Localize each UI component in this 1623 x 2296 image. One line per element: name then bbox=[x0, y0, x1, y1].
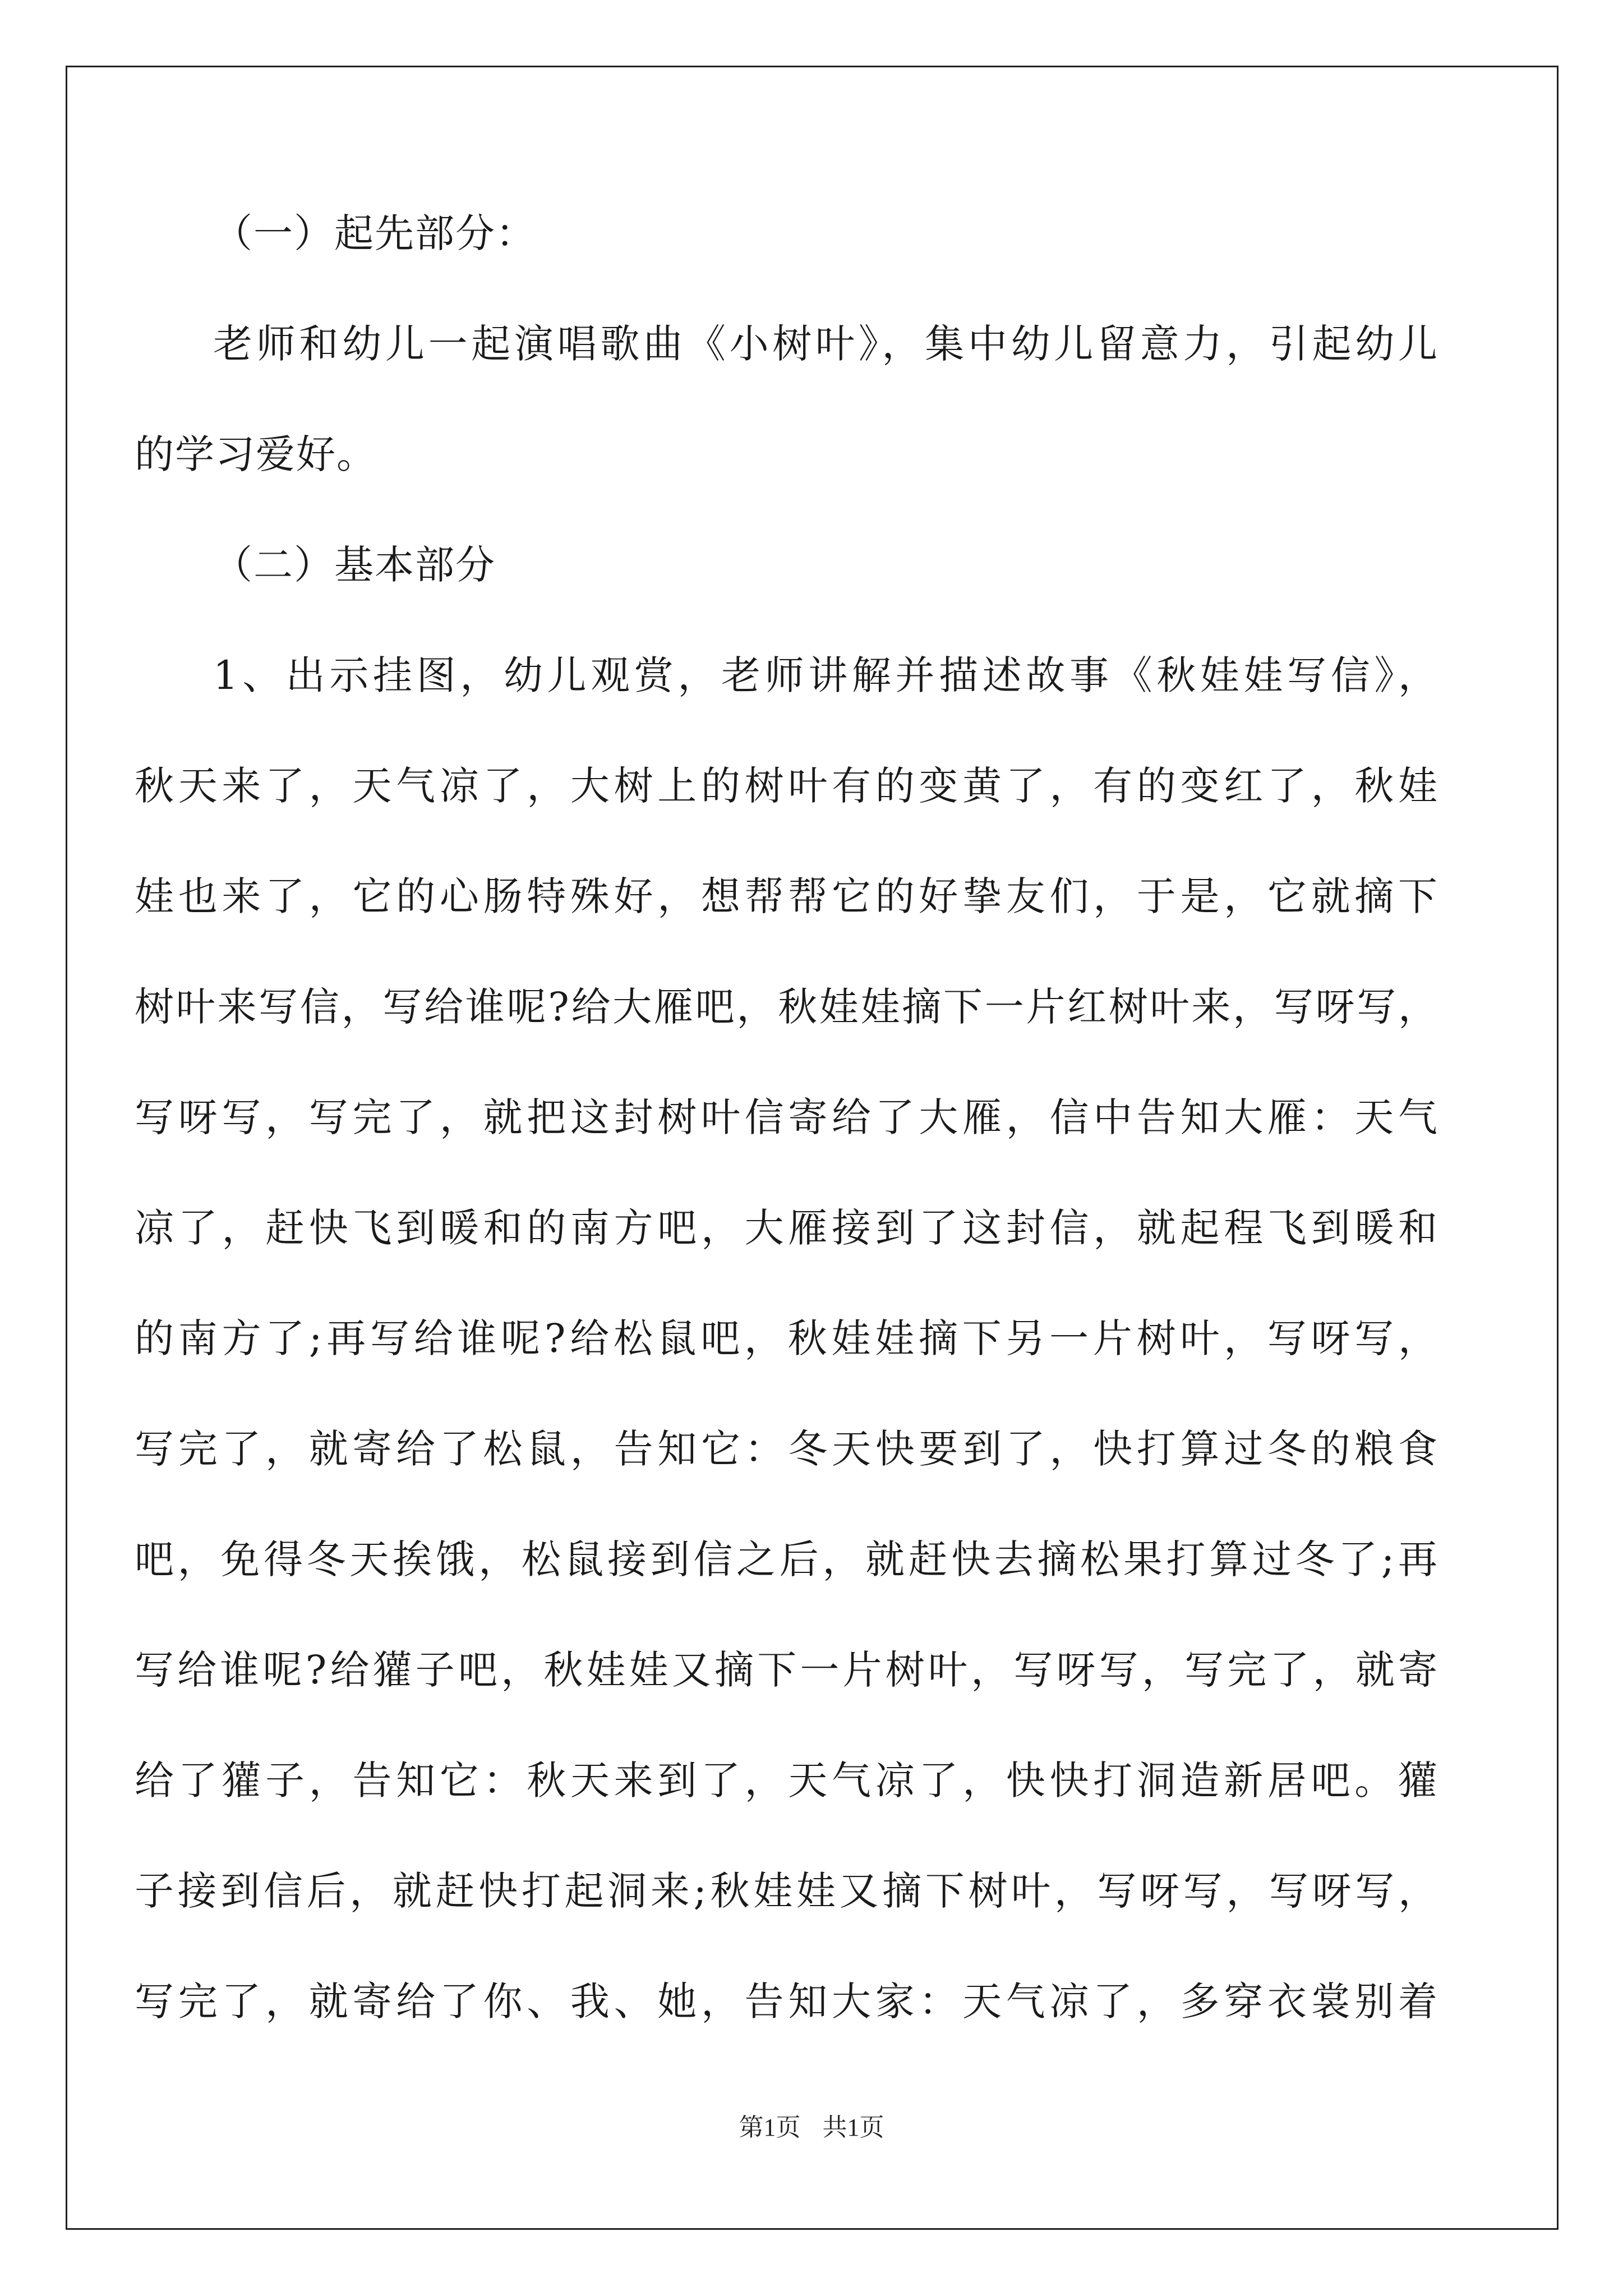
page-footer bbox=[0, 2112, 1623, 2143]
page-number: 第1页 bbox=[739, 2114, 801, 2141]
paragraph-line: 娃也来了，它的心肠特殊好，想帮帮它的好挚友们，于是，它就摘下 bbox=[135, 873, 1438, 919]
section-heading-2: （二）基本部分 bbox=[213, 542, 496, 588]
paragraph-line: 的南方了;再写给谁呢?给松鼠吧，秋娃娃摘下另一片树叶，写呀写， bbox=[135, 1315, 1438, 1361]
document-body bbox=[135, 204, 1438, 2083]
paragraph-line: 老师和幼儿一起演唱歌曲《小树叶》，集中幼儿留意力，引起幼儿 bbox=[213, 321, 1438, 367]
paragraph-line: 的学习爱好。 bbox=[135, 431, 377, 477]
paragraph-line: 1、出示挂图，幼儿观赏，老师讲解并描述故事《秋娃娃写信》， bbox=[213, 652, 1438, 698]
paragraph-line: 写完了，就寄给了你、我、她，告知大家：天气凉了，多穿衣裳别着 bbox=[135, 1978, 1438, 2024]
paragraph-line: 给了獾子，告知它：秋天来到了，天气凉了，快快打洞造新居吧。獾 bbox=[135, 1757, 1438, 1803]
paragraph-line: 吧，免得冬天挨饿，松鼠接到信之后，就赶快去摘松果打算过冬了;再 bbox=[135, 1536, 1438, 1582]
section-heading-1: （一）起先部分： bbox=[213, 210, 536, 256]
paragraph-line: 凉了，赶快飞到暖和的南方吧，大雁接到了这封信，就起程飞到暖和 bbox=[135, 1205, 1438, 1251]
paragraph-line: 树叶来写信，写给谁呢?给大雁吧，秋娃娃摘下一片红树叶来，写呀写， bbox=[135, 984, 1438, 1030]
page-total: 共1页 bbox=[822, 2114, 884, 2141]
paragraph-line: 秋天来了，天气凉了，大树上的树叶有的变黄了，有的变红了，秋娃 bbox=[135, 763, 1438, 809]
paragraph-line: 写完了，就寄给了松鼠，告知它：冬天快要到了，快打算过冬的粮食 bbox=[135, 1426, 1438, 1472]
paragraph-line: 写呀写，写完了，就把这封树叶信寄给了大雁，信中告知大雁：天气 bbox=[135, 1094, 1438, 1140]
paragraph-line: 写给谁呢?给獾子吧，秋娃娃又摘下一片树叶，写呀写，写完了，就寄 bbox=[135, 1647, 1438, 1693]
paragraph-line: 子接到信后，就赶快打起洞来;秋娃娃又摘下树叶，写呀写，写呀写， bbox=[135, 1868, 1438, 1914]
